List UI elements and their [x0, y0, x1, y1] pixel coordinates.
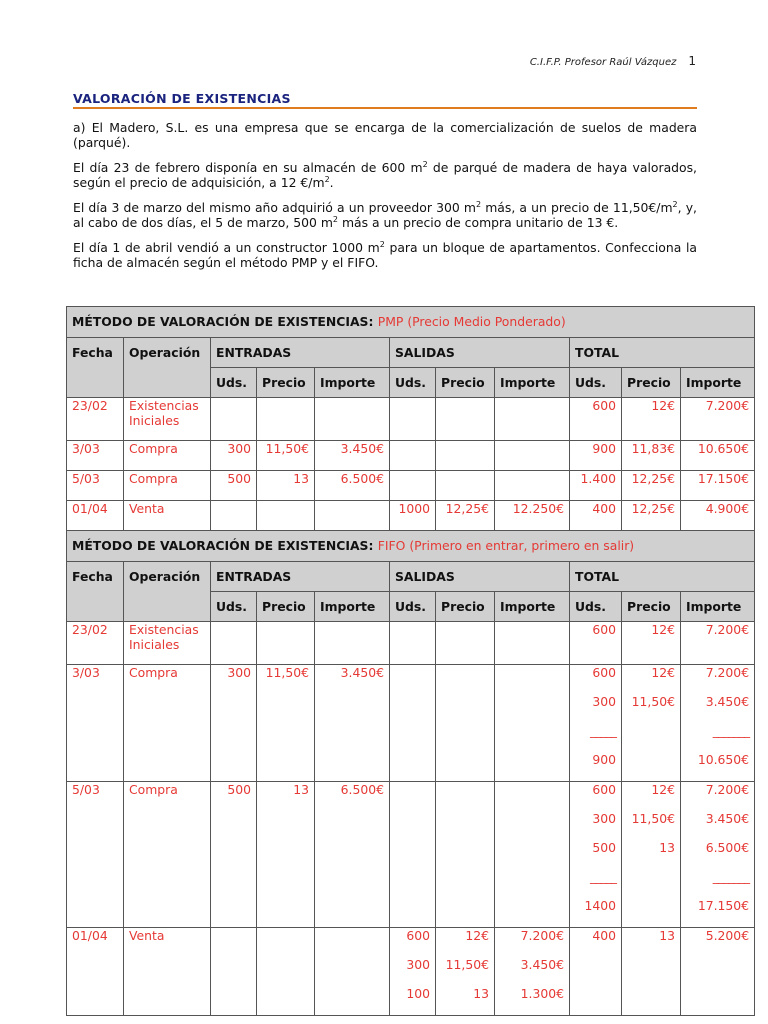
- stack-value: 3.450€: [520, 957, 564, 972]
- cell-t-precio: [622, 782, 681, 928]
- superscript: 2: [324, 174, 330, 184]
- cell-s-importe: 12.250€: [495, 501, 570, 531]
- cell-s-uds: [390, 928, 436, 1016]
- cell-operacion: Compra: [124, 665, 211, 782]
- stack-value: 11,50€: [445, 957, 489, 972]
- cell-t-precio: [622, 665, 681, 782]
- cell-t-uds: 400: [570, 501, 622, 531]
- stack-value: 7.200€: [520, 928, 564, 943]
- cell-operacion: Existencias Iniciales: [124, 398, 211, 441]
- table-row: [67, 622, 755, 665]
- superscript: 2: [332, 214, 338, 224]
- stack-value: 300: [592, 694, 616, 709]
- cell-e-uds: [211, 398, 257, 441]
- fifo-group-header: [67, 562, 755, 592]
- cell-t-uds: 400: [570, 928, 622, 1016]
- cell-t-importe: [681, 782, 755, 928]
- col-precio: Precio: [436, 592, 495, 622]
- stack-total: 17.150€: [697, 898, 750, 913]
- cell-t-importe: 17.150€: [681, 471, 755, 501]
- cell-s-precio: [436, 441, 495, 471]
- fifo-method-header: [67, 531, 755, 562]
- section-title: VALORACIÓN DE EXISTENCIAS: [73, 91, 697, 109]
- cell-t-importe: 10.650€: [681, 441, 755, 471]
- cell-t-precio: 12€: [622, 398, 681, 441]
- table-row: [67, 928, 755, 1016]
- cell-t-importe: 4.900€: [681, 501, 755, 531]
- cell-e-precio: [257, 398, 315, 441]
- col-uds: Uds.: [570, 368, 622, 398]
- stack-value: 600: [592, 782, 616, 797]
- page-header: [530, 54, 696, 68]
- col-entradas: ENTRADAS: [211, 338, 390, 368]
- p4-part-a: El día 1 de abril vendió a un constructor 1000 m: [73, 240, 380, 255]
- cell-e-precio: [257, 501, 315, 531]
- cell-operacion: Compra: [124, 441, 211, 471]
- col-precio: Precio: [436, 368, 495, 398]
- cell-e-uds: 300: [211, 665, 257, 782]
- col-entradas: ENTRADAS: [211, 562, 390, 592]
- col-precio: Precio: [622, 368, 681, 398]
- col-importe: Importe: [681, 368, 755, 398]
- col-salidas: SALIDAS: [390, 338, 570, 368]
- stack-value: 12€: [651, 782, 675, 797]
- col-importe: Importe: [315, 592, 390, 622]
- fifo-method-name: FIFO (Primero en entrar, primero en salir): [377, 538, 635, 553]
- col-fecha: Fecha: [67, 562, 124, 622]
- cell-e-uds: [211, 501, 257, 531]
- cell-operacion: Compra: [124, 782, 211, 928]
- table-row: [67, 782, 755, 928]
- stack-value: 13: [659, 840, 675, 855]
- cell-t-importe: [681, 665, 755, 782]
- pmp-method-name: PMP (Precio Medio Ponderado): [377, 314, 566, 329]
- col-precio: Precio: [622, 592, 681, 622]
- stack-value: 7.200€: [705, 782, 750, 797]
- cell-t-importe: 5.200€: [681, 928, 755, 1016]
- pmp-group-header: [67, 338, 755, 368]
- cell-e-importe: [315, 398, 390, 441]
- col-precio: Precio: [257, 368, 315, 398]
- cell-t-precio: 12,25€: [622, 471, 681, 501]
- col-total: TOTAL: [570, 562, 755, 592]
- sum-line: _______: [712, 723, 750, 738]
- cell-s-importe: [495, 441, 570, 471]
- cell-t-uds: 600: [570, 398, 622, 441]
- p2-part-b: de parqué de madera de haya valorados, según el precio de adquisición, a 12 €/m: [73, 160, 698, 190]
- method-prefix: MÉTODO DE VALORACIÓN DE EXISTENCIAS:: [72, 314, 374, 329]
- stack-value: 600: [406, 928, 430, 943]
- cell-s-uds: [390, 441, 436, 471]
- col-uds: Uds.: [570, 592, 622, 622]
- pmp-method-cell: [67, 307, 755, 338]
- cell-e-importe: [315, 501, 390, 531]
- cell-t-uds: [570, 782, 622, 928]
- cell-t-precio: 12,25€: [622, 501, 681, 531]
- exercise-text: [73, 120, 697, 280]
- stack-total: 900: [592, 752, 616, 767]
- stack-total: 10.650€: [697, 752, 750, 767]
- sum-line: _______: [712, 869, 750, 884]
- cell-s-precio: [436, 471, 495, 501]
- paragraph-3: [73, 200, 697, 230]
- p3-part-b: más, a un precio de 11,50€/m: [481, 200, 673, 215]
- cell-e-precio: 11,50€: [257, 441, 315, 471]
- p2-part-a: El día 23 de febrero disponía en su almacén de 600 m: [73, 160, 423, 175]
- p3-part-c: , y, al cabo de dos días, el 5 de marzo, 500 m: [73, 200, 697, 230]
- cell-s-uds: 1000: [390, 501, 436, 531]
- cell-t-precio: 11,83€: [622, 441, 681, 471]
- col-fecha: Fecha: [67, 338, 124, 398]
- table-row: [67, 398, 755, 441]
- cell-fecha: 3/03: [67, 665, 124, 782]
- col-uds: Uds.: [211, 368, 257, 398]
- cell-s-precio: [436, 398, 495, 441]
- col-salidas: SALIDAS: [390, 562, 570, 592]
- col-operacion: Operación: [124, 338, 211, 398]
- cell-s-uds: [390, 398, 436, 441]
- stack-value: 300: [592, 811, 616, 826]
- table-row: [67, 441, 755, 471]
- col-uds: Uds.: [390, 368, 436, 398]
- table-row: [67, 471, 755, 501]
- stack-value: 7.200€: [705, 665, 750, 680]
- cell-fecha: 5/03: [67, 782, 124, 928]
- stack-value: 12€: [651, 665, 675, 680]
- col-uds: Uds.: [211, 592, 257, 622]
- col-precio: Precio: [257, 592, 315, 622]
- stack-value: 300: [406, 957, 430, 972]
- stack-value: 11,50€: [631, 811, 675, 826]
- col-importe: Importe: [315, 368, 390, 398]
- col-importe: Importe: [495, 368, 570, 398]
- stack-value: 500: [592, 840, 616, 855]
- cell-fecha: 23/02: [67, 398, 124, 441]
- cell-s-precio: [436, 928, 495, 1016]
- cell-s-importe: [495, 398, 570, 441]
- cell-t-precio: 13: [622, 928, 681, 1016]
- stack-total: 1400: [584, 898, 616, 913]
- stack-value: 600: [592, 665, 616, 680]
- superscript: 2: [672, 199, 678, 209]
- cell-fecha: 3/03: [67, 441, 124, 471]
- p3-part-d: más a un precio de compra unitario de 13 €.: [338, 215, 619, 230]
- cell-s-importe: [495, 471, 570, 501]
- cell-operacion: Compra: [124, 471, 211, 501]
- cell-e-precio: 13: [257, 782, 315, 928]
- stack-value: 11,50€: [631, 694, 675, 709]
- p3-part-a: El día 3 de marzo del mismo año adquirió a un proveedor 300 m: [73, 200, 476, 215]
- p4-part-b: para un bloque de apartamentos. Confecciona la ficha de almacén según el método PMP y el FIFO.: [73, 240, 697, 270]
- cell-operacion: Venta: [124, 928, 211, 1016]
- col-importe: Importe: [495, 592, 570, 622]
- pmp-method-header: [67, 307, 755, 338]
- sum-line: _____: [590, 869, 616, 884]
- cell-e-importe: 6.500€: [315, 782, 390, 928]
- cell-e-importe: 6.500€: [315, 471, 390, 501]
- cell-fecha: 01/04: [67, 501, 124, 531]
- superscript: 2: [379, 239, 385, 249]
- col-total: TOTAL: [570, 338, 755, 368]
- cell-e-importe: 3.450€: [315, 441, 390, 471]
- table-row: [67, 501, 755, 531]
- method-prefix: MÉTODO DE VALORACIÓN DE EXISTENCIAS:: [72, 538, 374, 553]
- stack-value: 1.300€: [520, 986, 564, 1001]
- cell-t-importe: 7.200€: [681, 622, 755, 665]
- superscript: 2: [422, 159, 428, 169]
- stock-card-table: [66, 306, 755, 1016]
- stack-value: 3.450€: [705, 811, 750, 826]
- cell-e-importe: 3.450€: [315, 665, 390, 782]
- paragraph-2: [73, 160, 697, 190]
- sum-line: _____: [590, 723, 616, 738]
- cell-e-uds: 500: [211, 471, 257, 501]
- cell-s-precio: 12,25€: [436, 501, 495, 531]
- cell-e-uds: 300: [211, 441, 257, 471]
- cell-t-uds: [570, 665, 622, 782]
- p2-part-c: .: [329, 175, 334, 190]
- stack-value: 3.450€: [705, 694, 750, 709]
- cell-fecha: 01/04: [67, 928, 124, 1016]
- cell-s-uds: [390, 471, 436, 501]
- superscript: 2: [475, 199, 482, 209]
- stack-value: 12€: [465, 928, 489, 943]
- table-row: [67, 665, 755, 782]
- paragraph-1: a) El Madero, S.L. es una empresa que se encarga de la comercialización de suelos de madera (parqué).: [73, 120, 697, 150]
- cell-t-uds: 1.400: [570, 471, 622, 501]
- page-number: 1: [688, 54, 696, 68]
- paragraph-4: [73, 240, 697, 270]
- col-uds: Uds.: [390, 592, 436, 622]
- cell-fecha: 23/02: [67, 622, 124, 665]
- cell-e-precio: 11,50€: [257, 665, 315, 782]
- stack-value: 100: [406, 986, 430, 1001]
- header-school: C.I.F.P. Profesor Raúl Vázquez: [529, 57, 677, 68]
- cell-e-precio: 13: [257, 471, 315, 501]
- fifo-method-cell: [67, 531, 755, 562]
- stack-value: 13: [473, 986, 489, 1001]
- cell-fecha: 5/03: [67, 471, 124, 501]
- cell-operacion: Existencias Iniciales: [124, 622, 211, 665]
- cell-e-uds: 500: [211, 782, 257, 928]
- cell-t-uds: 900: [570, 441, 622, 471]
- cell-t-uds: 600: [570, 622, 622, 665]
- cell-t-precio: 12€: [622, 622, 681, 665]
- cell-operacion: Venta: [124, 501, 211, 531]
- cell-t-importe: 7.200€: [681, 398, 755, 441]
- stack-value: 6.500€: [705, 840, 750, 855]
- cell-s-importe: [495, 928, 570, 1016]
- col-operacion: Operación: [124, 562, 211, 622]
- col-importe: Importe: [681, 592, 755, 622]
